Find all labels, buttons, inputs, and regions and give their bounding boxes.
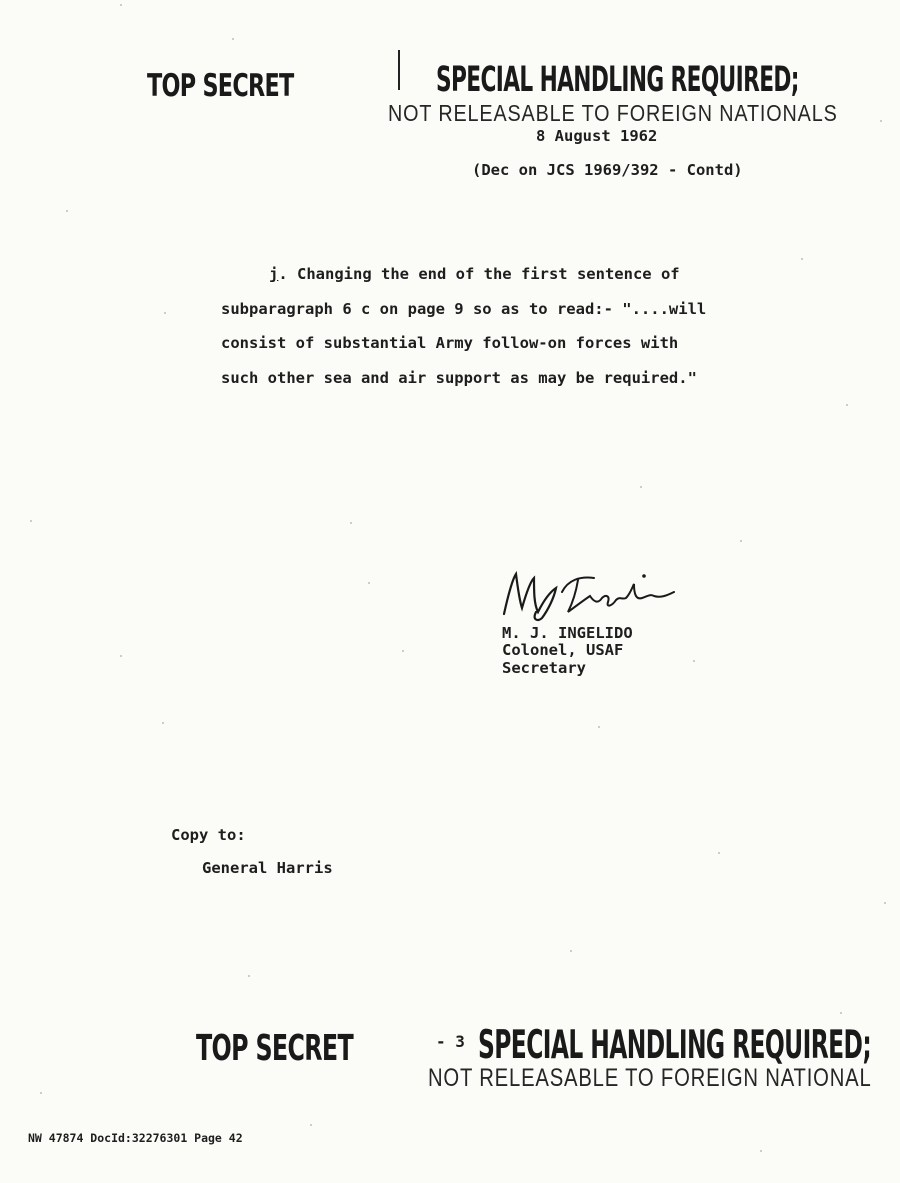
special-handling-stamp-header: SPECIAL HANDLING REQUIRED; bbox=[436, 60, 799, 100]
copy-to-label: Copy to: bbox=[171, 826, 246, 844]
special-handling-stamp-footer: SPECIAL HANDLING REQUIRED; bbox=[478, 1023, 872, 1068]
handwritten-signature bbox=[498, 566, 688, 628]
copy-recipient: General Harris bbox=[202, 859, 333, 877]
paragraph-line-3: consist of substantial Army follow-on forces with bbox=[221, 334, 679, 352]
paragraph-line-4: such other sea and air support as may be required." bbox=[221, 369, 697, 387]
top-secret-stamp-header: TOP SECRET bbox=[147, 68, 294, 104]
not-releasable-stamp-header: NOT RELEASABLE TO FOREIGN NATIONALS bbox=[388, 100, 838, 126]
archive-id-footer: NW 47874 DocId:32276301 Page 42 bbox=[28, 1131, 243, 1145]
paragraph-line-2: subparagraph 6 c on page 9 so as to read:- "....will bbox=[221, 300, 707, 318]
document-date: 8 August 1962 bbox=[536, 127, 658, 145]
signatory-name: M. J. INGELIDO bbox=[502, 624, 633, 642]
page-number: - 3 bbox=[436, 1032, 465, 1051]
top-secret-stamp-footer: TOP SECRET bbox=[196, 1028, 354, 1069]
paragraph-line-1 bbox=[269, 265, 680, 283]
stamp-divider bbox=[398, 50, 400, 90]
paragraph-line-1-text: . Changing the end of the first sentence of bbox=[278, 265, 680, 283]
jcs-reference: (Dec on JCS 1969/392 - Contd) bbox=[472, 161, 743, 179]
signatory-rank: Colonel, USAF bbox=[502, 641, 624, 659]
item-letter: j bbox=[269, 265, 279, 283]
not-releasable-stamp-footer: NOT RELEASABLE TO FOREIGN NATIONAL bbox=[428, 1064, 872, 1092]
signatory-title: Secretary bbox=[502, 659, 586, 677]
